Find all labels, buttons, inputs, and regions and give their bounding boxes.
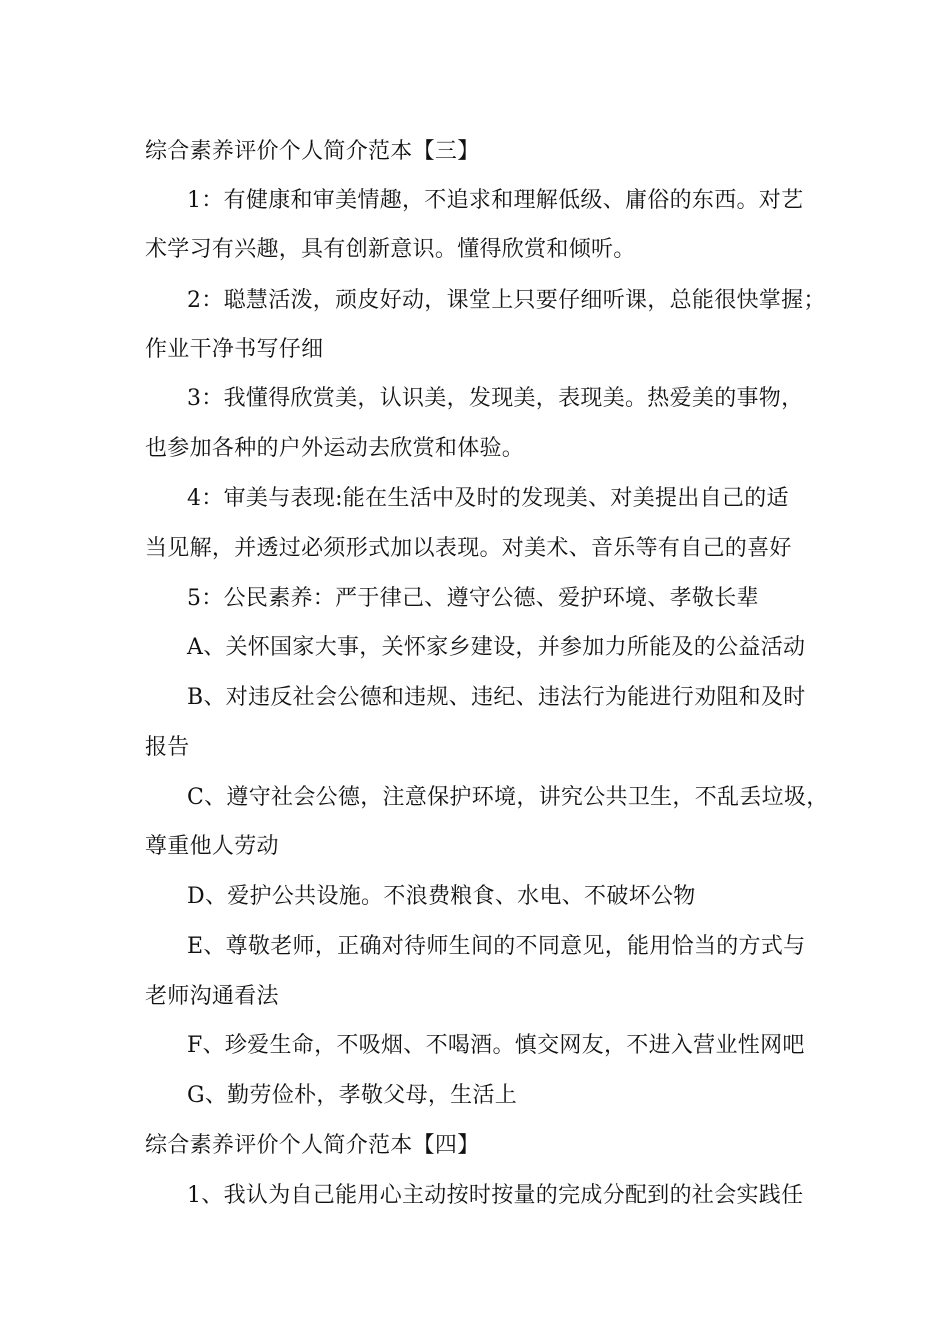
paragraph-line: 1：有健康和审美情趣，不追求和理解低级、庸俗的东西。对艺 xyxy=(187,188,804,213)
paragraph-line: 尊重他人劳动 xyxy=(145,834,279,859)
paragraph-line: C、遵守社会公德，注意保护环境，讲究公共卫生，不乱丢垃圾， xyxy=(187,785,829,810)
paragraph-line: 术学习有兴趣，具有创新意识。懂得欣赏和倾听。 xyxy=(145,237,636,262)
paragraph-line: 2：聪慧活泼，顽皮好动，课堂上只要仔细听课，总能很快掌握； xyxy=(187,288,826,313)
paragraph-line: G、勤劳俭朴，孝敬父母，生活上 xyxy=(187,1083,518,1108)
paragraph-line: 报告 xyxy=(145,735,190,760)
paragraph-line: 作业干净书写仔细 xyxy=(145,337,324,362)
paragraph-line: E、尊敬老师，正确对待师生间的不同意见，能用恰当的方式与 xyxy=(187,934,806,959)
paragraph-line: D、爱护公共设施。不浪费粮食、水电、不破坏公物 xyxy=(187,884,696,909)
paragraph-line: 3：我懂得欣赏美，认识美，发现美，表现美。热爱美的事物， xyxy=(187,386,804,411)
paragraph-line: A、关怀国家大事，关怀家乡建设，并参加力所能及的公益活动 xyxy=(187,635,806,660)
paragraph-line: B、对违反社会公德和违规、违纪、违法行为能进行劝阻和及时 xyxy=(187,685,806,710)
paragraph-line: 当见解，并透过必须形式加以表现。对美术、音乐等有自己的喜好 xyxy=(145,536,792,561)
section-heading-3: 综合素养评价个人简介范本【三】 xyxy=(145,139,480,164)
paragraph-line: 老师沟通看法 xyxy=(145,984,279,1009)
paragraph-line: 1、我认为自己能用心主动按时按量的完成分配到的社会实践任 xyxy=(187,1183,804,1208)
paragraph-line: F、珍爱生命，不吸烟、不喝酒。慎交网友，不进入营业性网吧 xyxy=(187,1033,805,1058)
paragraph-line: 也参加各种的户外运动去欣赏和体验。 xyxy=(145,436,525,461)
paragraph-line: 4：审美与表现:能在生活中及时的发现美、对美提出自己的适 xyxy=(187,486,789,511)
section-heading-4: 综合素养评价个人简介范本【四】 xyxy=(145,1133,480,1158)
paragraph-line: 5：公民素养：严于律己、遵守公德、爱护环境、孝敬长辈 xyxy=(187,586,759,611)
